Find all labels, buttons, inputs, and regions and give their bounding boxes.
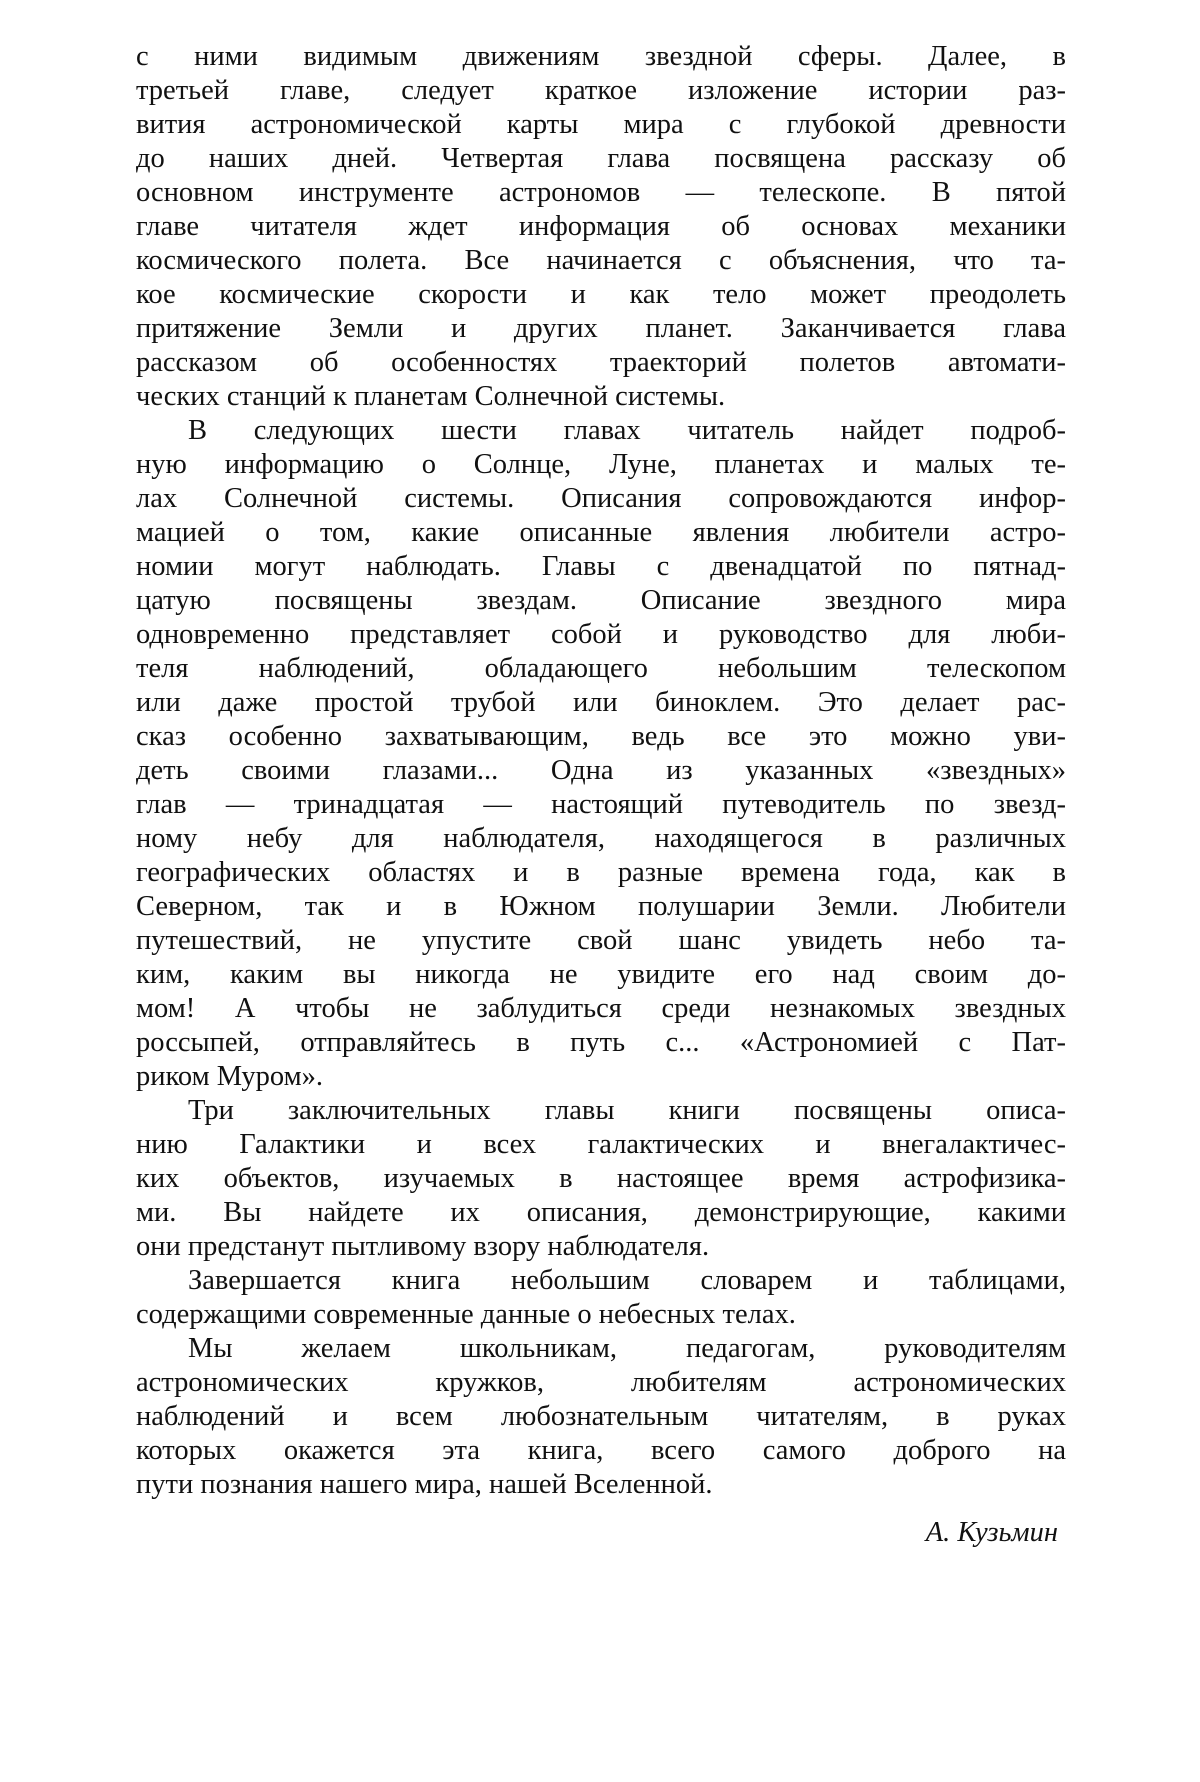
text-line: основном инструменте астрономов — телескопе. В пятой xyxy=(136,177,1066,208)
text-line: главе читателя ждет информация об основах механики xyxy=(136,211,1066,242)
page-body xyxy=(136,40,1066,1550)
text-line: сказ особенно захватывающим, ведь все это можно уви- xyxy=(136,721,1066,752)
paragraph-5 xyxy=(136,1332,1066,1502)
text-line: номии могут наблюдать. Главы с двенадцатой по пятнад- xyxy=(136,551,1066,582)
text-line: кое космические скорости и как тело может преодолеть xyxy=(136,279,1066,310)
text-line: до наших дней. Четвертая глава посвящена рассказу об xyxy=(136,143,1066,174)
text-line: ких объектов, изучаемых в настоящее время астрофизика- xyxy=(136,1163,1066,1194)
text-line: ческих станций к планетам Солнечной системы. xyxy=(136,381,726,412)
text-line: теля наблюдений, обладающего небольшим телескопом xyxy=(136,653,1066,684)
text-line: лах Солнечной системы. Описания сопровождаются инфор- xyxy=(136,483,1066,514)
paragraph-4 xyxy=(136,1264,1066,1332)
author-signature: А. Кузьмин xyxy=(925,1517,1058,1548)
text-line: рассказом об особенностях траекторий полетов автомати- xyxy=(136,347,1066,378)
text-line: ному небу для наблюдателя, находящегося в различных xyxy=(136,823,1066,854)
paragraph-1 xyxy=(136,40,1066,414)
text-line: ким, каким вы никогда не увидите его над своим до- xyxy=(136,959,1066,990)
paragraph-3 xyxy=(136,1094,1066,1264)
text-line: нию Галактики и всех галактических и внегалактичес- xyxy=(136,1129,1066,1160)
text-line: В следующих шести главах читатель найдет подроб- xyxy=(188,415,1066,446)
text-line: деть своими глазами... Одна из указанных «звездных» xyxy=(136,755,1066,786)
text-line: мом! А чтобы не заблудиться среди незнакомых звездных xyxy=(136,993,1066,1024)
text-line: цатую посвящены звездам. Описание звездного мира xyxy=(136,585,1066,616)
text-line: наблюдений и всем любознательным читателям, в руках xyxy=(136,1401,1066,1432)
text-line: с ними видимым движениям звездной сферы. Далее, в xyxy=(136,41,1066,72)
text-line: Мы желаем школьникам, педагогам, руководителям xyxy=(188,1333,1066,1364)
text-line: путешествий, не упустите свой шанс увидеть небо та- xyxy=(136,925,1066,956)
text-line: они предстанут пытливому взору наблюдателя. xyxy=(136,1231,710,1262)
text-line: одновременно представляет собой и руководство для люби- xyxy=(136,619,1066,650)
text-line: или даже простой трубой или биноклем. Это делает рас- xyxy=(136,687,1066,718)
text-line: содержащими современные данные о небесных телах. xyxy=(136,1299,796,1330)
paragraph-2 xyxy=(136,414,1066,1094)
text-line: ную информацию о Солнце, Луне, планетах и малых те- xyxy=(136,449,1066,480)
text-line: риком Муром». xyxy=(136,1061,324,1092)
text-line: притяжение Земли и других планет. Заканчивается глава xyxy=(136,313,1066,344)
text-line: мацией о том, какие описанные явления любители астро- xyxy=(136,517,1066,548)
text-line: Северном, так и в Южном полушарии Земли. Любители xyxy=(136,891,1066,922)
text-line: вития астрономической карты мира с глубокой древности xyxy=(136,109,1066,140)
text-line: пути познания нашего мира, нашей Вселенной. xyxy=(136,1469,713,1500)
text-line: Три заключительных главы книги посвящены описа- xyxy=(188,1095,1066,1126)
text-line: третьей главе, следует краткое изложение истории раз- xyxy=(136,75,1066,106)
text-line: которых окажется эта книга, всего самого доброго на xyxy=(136,1435,1066,1466)
text-line: ми. Вы найдете их описания, демонстрирующие, какими xyxy=(136,1197,1066,1228)
text-line: глав — тринадцатая — настоящий путеводитель по звезд- xyxy=(136,789,1066,820)
text-line: астрономических кружков, любителям астрономических xyxy=(136,1367,1066,1398)
text-line: Завершается книга небольшим словарем и таблицами, xyxy=(188,1265,1066,1296)
text-line: космического полета. Все начинается с объяснения, что та- xyxy=(136,245,1066,276)
text-line: географических областях и в разные времена года, как в xyxy=(136,857,1066,888)
text-line: россыпей, отправляйтесь в путь с... «Астрономией с Пат- xyxy=(136,1027,1066,1058)
